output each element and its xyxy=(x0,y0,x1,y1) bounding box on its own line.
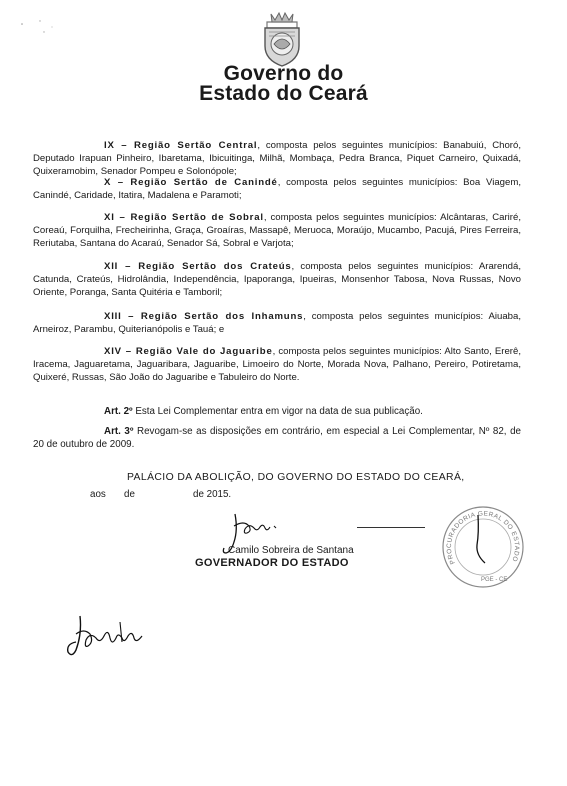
region-x-label: X – Região Sertão de Canindé xyxy=(104,177,278,188)
date-aos: aos xyxy=(90,489,106,500)
governor-title: GOVERNADOR DO ESTADO xyxy=(195,557,349,569)
article-3-label: Art. 3º xyxy=(104,426,134,437)
region-xiii-paragraph xyxy=(33,310,521,336)
region-xiv-paragraph xyxy=(33,345,521,384)
stamp-bottom-text: PGE - CE xyxy=(481,577,508,583)
region-xiii-label: XIII – Região Sertão dos Inhamuns xyxy=(104,311,304,322)
margin-initials-signature xyxy=(62,612,154,660)
region-ix-text: , composta pelos seguintes municípios: Banabuiú, Choró, Deputado Irapuan Pinheiro, Ibaretama, Ibicuitinga, Milhã, Mombaça, Pedra Branca, Piquet Carneiro, Quixadá, Quixeramobim, Senador Pompeu e Solonópole; xyxy=(33,140,521,177)
region-xiii-text: , composta pelos seguintes municípios: Aiuaba, Arneiroz, Parambu, Quiterianópolis e Tauá; e xyxy=(33,311,522,335)
region-xii-text: , composta pelos seguintes municípios: Ararendá, Catunda, Crateús, Hidrolândia, Independência, Ipaporanga, Ipueiras, Monsenhor Tabosa, Nova Russas, Novo Oriente, Poranga, Santa Quitéria e Tamboril; xyxy=(33,261,521,298)
region-xiv-text: , composta pelos seguintes municípios: Alto Santo, Ererê, Iracema, Jaguaretama, Jaguaribara, Jaguaribe, Limoeiro do Norte, Morada Nova, Palhano, Pereiro, Potiretama, Quixeré, Russas, São João do Jaguaribe e Tabuleiro do Norte. xyxy=(33,346,521,383)
region-xi-paragraph xyxy=(33,211,521,250)
region-x-text: , composta pelos seguintes municípios: Boa Viagem, Canindé, Caridade, Itatira, Madalena e Paramoti; xyxy=(33,177,521,201)
pge-stamp xyxy=(441,505,525,589)
header-governo: Governo do xyxy=(223,62,344,85)
region-xiv-label: XIV – Região Vale do Jaguaribe xyxy=(104,346,273,357)
region-x-paragraph xyxy=(33,176,521,202)
stamp-text: PROCURADORIA GERAL DO ESTADO xyxy=(445,510,521,566)
region-xii-paragraph xyxy=(33,260,521,299)
article-2 xyxy=(33,405,521,418)
article-3-text: Revogam-se as disposições em contrário, em especial a Lei Complementar, Nº 82, de 20 de outubro de 2009. xyxy=(33,426,521,450)
region-ix-label: IX – Região Sertão Central xyxy=(104,140,258,151)
scan-speck-marks xyxy=(18,18,58,38)
palacio-line: PALÁCIO DA ABOLIÇÃO, DO GOVERNO DO ESTADO DO CEARÁ, xyxy=(127,472,465,483)
region-ix-paragraph xyxy=(33,139,521,178)
article-2-text: Esta Lei Complementar entra em vigor na data de sua publicação. xyxy=(132,406,423,417)
signature-line xyxy=(357,527,425,528)
article-2-label: Art. 2º xyxy=(104,406,133,417)
date-de2: de 2015. xyxy=(193,489,232,500)
region-xi-text: , composta pelos seguintes municípios: Alcântaras, Cariré, Coreaú, Forquilha, Frecheirinha, Graça, Groaíras, Massapê, Meruoca, Moraújo, Mucambo, Pacujá, Pires Ferreira, Reriutaba, Santana do Acaraú, Senador Sá, Sobral e Varjota; xyxy=(33,212,521,249)
region-xii-label: XII – Região Sertão dos Crateús xyxy=(104,261,292,272)
state-coat-of-arms-logo xyxy=(259,8,305,68)
governor-name: Camilo Sobreira de Santana xyxy=(228,545,354,556)
article-3 xyxy=(33,425,521,451)
region-xi-label: XI – Região Sertão de Sobral xyxy=(104,212,264,223)
header-estado: Estado do Ceará xyxy=(199,82,368,105)
date-de1: de xyxy=(124,489,135,500)
